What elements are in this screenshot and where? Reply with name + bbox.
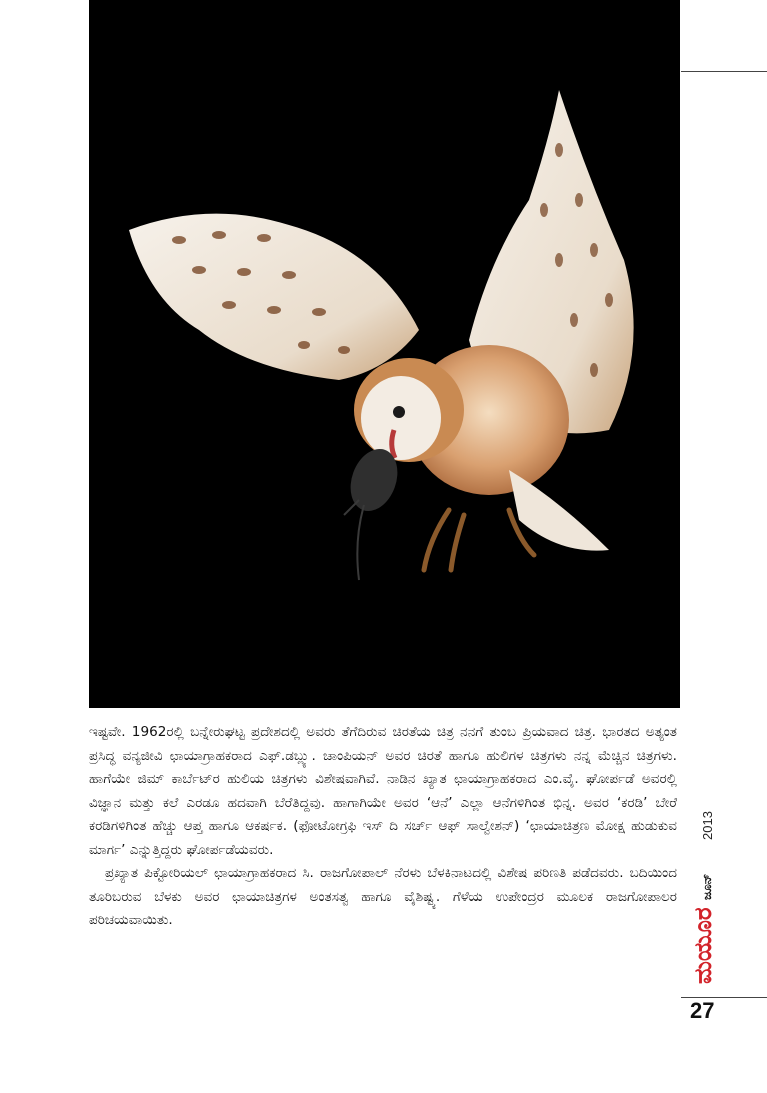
owl-eye <box>393 406 405 418</box>
page-number: 27 <box>690 998 715 1023</box>
owl-facial-disc <box>361 376 441 460</box>
top-rule <box>681 71 767 72</box>
article-body <box>89 721 677 933</box>
magazine-masthead: ಮಯೂರ <box>689 907 717 985</box>
article-paragraph-1: ಇಷ್ಟವೇ. 1962ರಲ್ಲಿ ಬನ್ನೇರುಘಟ್ಟ ಪ್ರದೇಶದಲ್ಲಿ ಅವರು ತೆಗೆದಿರುವ ಚಿರತೆಯ ಚಿತ್ರ ನನಗೆ ತುಂಬ ಪ್ರಿಯವಾದ ಚಿತ್ರ. ಭಾರತದ ಅತ್ಯಂತ ಪ್ರಸಿದ್ಧ ವನ್ಯಜೀವಿ ಛಾಯಾಗ್ರಾಹಕರಾದ ಎಫ್.ಡಬ್ಲ್ಯು. ಚಾಂಪಿಯನ್ ಅವರ ಚಿರತೆ ಹಾಗೂ ಹುಲಿಗಳ ಚಿತ್ರಗಳು ನನ್ನ ಮೆಚ್ಚಿನ ಚಿತ್ರಗಳು. ಹಾಗೆಯೇ ಜಿಮ್ ಕಾರ್ಬೆಟ್‌ರ ಹುಲಿಯ ಚಿತ್ರಗಳು ವಿಶೇಷವಾಗಿವೆ. ನಾಡಿನ ಖ್ಯಾತ ಛಾಯಾಗ್ರಾಹಕರಾದ ಎಂ.ವೈ. ಘೋರ್ಪಡೆ ಅವರಲ್ಲಿ ವಿಜ್ಞಾನ ಮತ್ತು ಕಲೆ ಎರಡೂ ಹದವಾಗಿ ಬೆರೆತಿದ್ದವು. ಹಾಗಾಗಿಯೇ ಅವರ ‘ಆನೆ’ ಎಲ್ಲಾ ಆನೆಗಳಿಗಿಂತ ಭಿನ್ನ. ಅವರ ‘ಕರಡಿ’ ಬೇರೆ ಕರಡಿಗಳಿಗಿಂತ ಹೆಚ್ಚು ಆಪ್ತ ಹಾಗೂ ಆಕರ್ಷಕ. (ಫೋಟೋಗ್ರಫಿ ಇಸ್ ದಿ ಸರ್ಚ್ ಆಫ್ ಸಾಲ್ವೇಶನ್) ‘ಛಾಯಾಚಿತ್ರಣ ಮೋಕ್ಷ ಹುಡುಕುವ ಮಾರ್ಗ’ ಎನ್ನುತ್ತಿದ್ದರು ಘೋರ್ಪಡೆಯವರು. <box>89 724 677 858</box>
barn-owl-illustration <box>89 0 680 708</box>
issue-month: ಜೂನ್ <box>700 873 714 900</box>
issue-year: 2013 <box>700 811 715 840</box>
article-paragraph-2: ಪ್ರಖ್ಯಾತ ಪಿಕ್ಟೋರಿಯಲ್ ಛಾಯಾಗ್ರಾಹಕರಾದ ಸಿ. ರಾಜಗೋಪಾಲ್ ನೆರಳು ಬೆಳಕಿನಾಟದಲ್ಲಿ ವಿಶೇಷ ಪರಿಣತಿ ಪಡೆದವರು. ಬದಿಯಿಂದ ತೂರಿಬರುವ ಬೆಳಕು ಅವರ ಛಾಯಾಚಿತ್ರಗಳ ಅಂತಸತ್ವ ಹಾಗೂ ವೈಶಿಷ್ಟ್ಯ. ಗೆಳೆಯ ಉಪೇಂದ್ರರ ಮೂಲಕ ರಾಜಗೋಪಾಲರ ಪರಿಚಯವಾಯಿತು. <box>89 865 677 928</box>
owl-photo <box>89 0 680 708</box>
